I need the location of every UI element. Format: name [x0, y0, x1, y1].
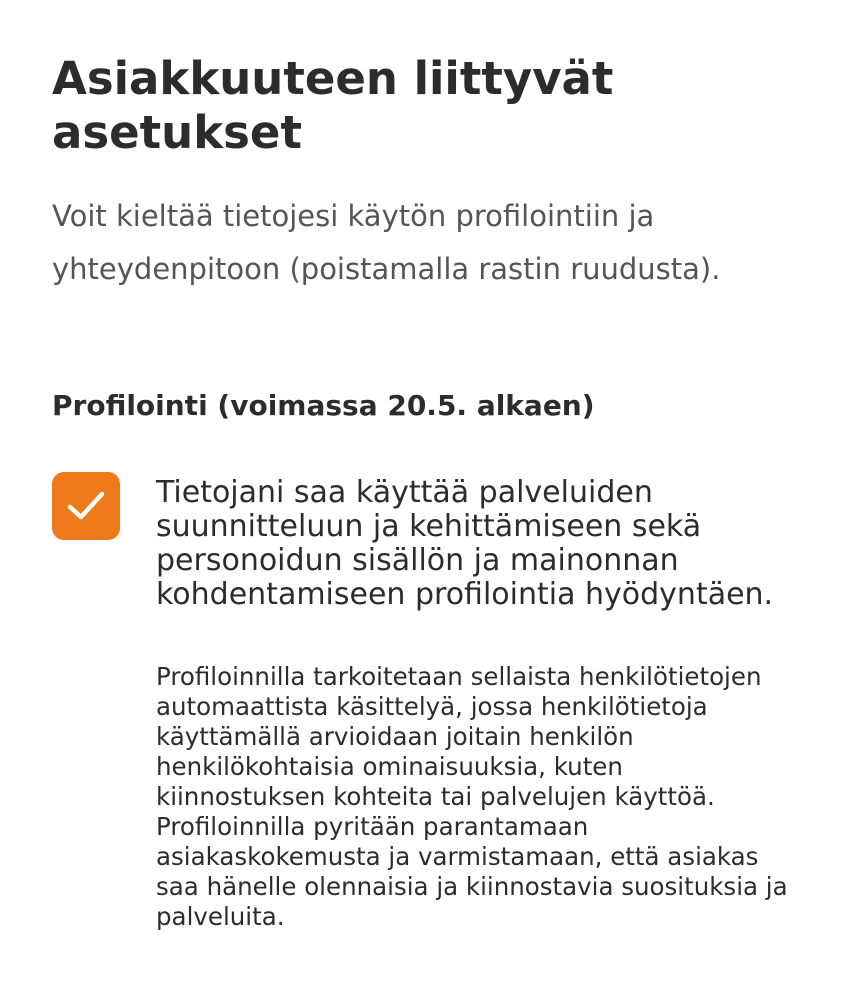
checkmark-icon — [66, 488, 106, 524]
profiling-consent-description: Profiloinnilla tarkoitetaan sellaista henkilötietojen automaattista käsittelyä, jossa henkilötietoja käyttämällä arvioidaan joitain henkilön henkilökohtaisia ominaisuuksia, kuten kiinnostuksen kohteita tai palvelujen käyttöä. Profiloinnilla pyritään parantamaan asiakaskokemusta ja varmistamaan, että asiakas saa hänelle olennaisia ja kiinnostavia suosituksia ja palveluita. — [156, 662, 788, 931]
intro-text: Voit kieltää tietojesi käytön profilointiin ja yhteydenpitoon (poistamalla rastin ruudusta). — [52, 199, 721, 286]
profiling-consent-checkbox[interactable] — [52, 472, 120, 540]
page-title: Asiakkuuteen liittyvät asetukset — [52, 52, 614, 159]
profiling-heading: Profilointi (voimassa 20.5. alkaen) — [52, 389, 595, 422]
profiling-consent-label[interactable]: Tietojani saa käyttää palveluiden suunnitteluun ja kehittämiseen sekä personoidun sisällön ja mainonnan kohdentamiseen profilointia hyödyntäen. — [156, 475, 774, 612]
